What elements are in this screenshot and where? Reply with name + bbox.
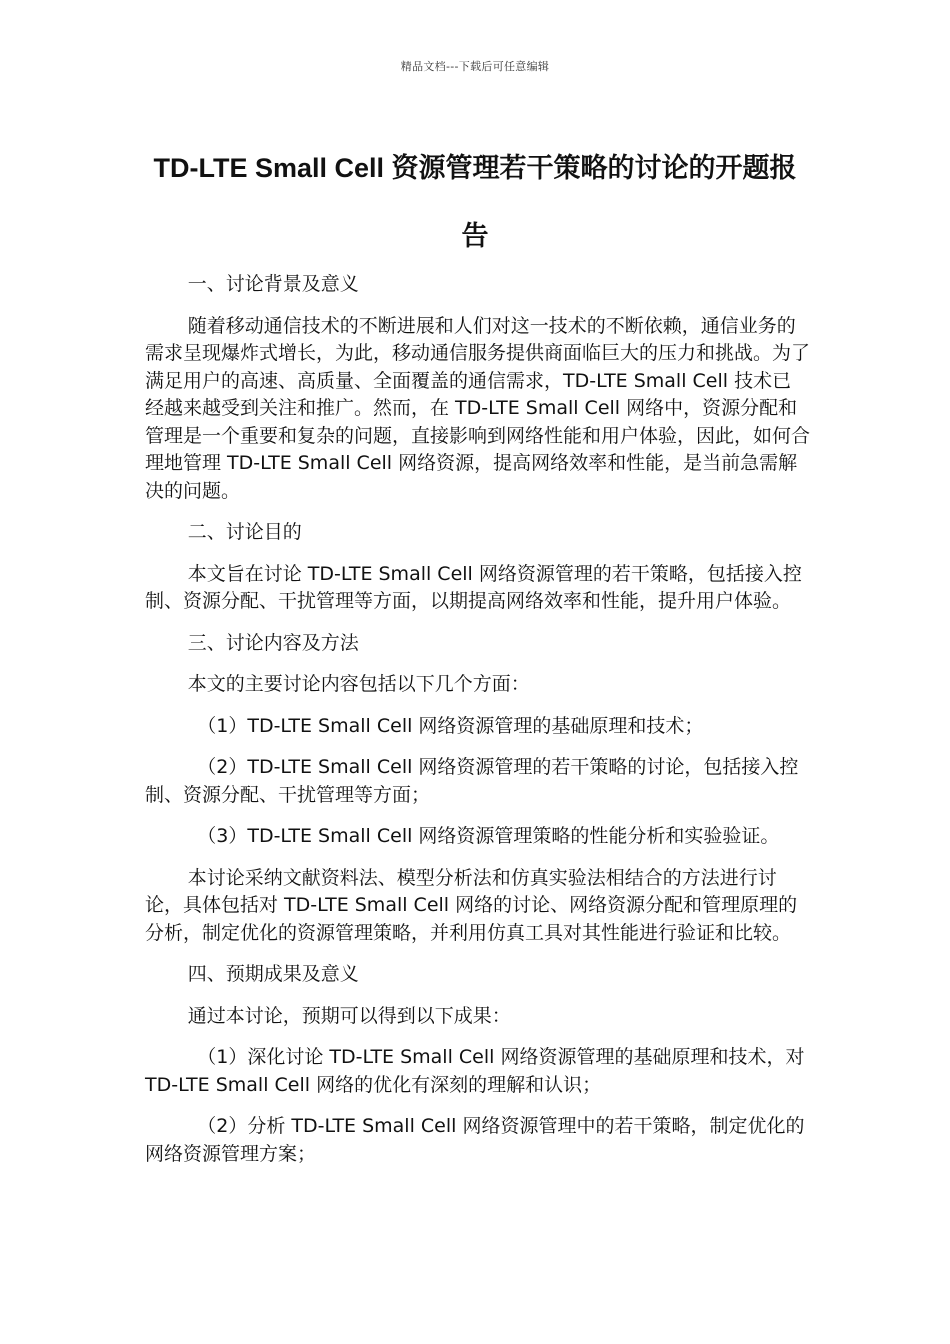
list-item: （1）TD-LTE Small Cell 网络资源管理的基础原理和技术； <box>197 714 704 737</box>
list-item: （2）分析 TD-LTE Small Cell 网络资源管理中的若干策略，制定优化的网络资源管理方案； <box>145 1115 805 1165</box>
document-body <box>145 271 810 1182</box>
section-heading-content: 三、讨论内容及方法 <box>187 631 359 654</box>
list-item: （3）TD-LTE Small Cell 网络资源管理策略的性能分析和实验验证。 <box>197 825 780 847</box>
section-heading-outcomes: 四、预期成果及意义 <box>187 963 359 985</box>
paragraph-outcomes-intro: 通过本讨论，预期可以得到以下成果： <box>187 1004 511 1027</box>
paragraph-methods: 本讨论采纳文献资料法、模型分析法和仿真实验法相结合的方法进行讨论，具体包括对 TD-LTE Small Cell 网络的讨论、网络资源分配和管理原理的分析，制定优化的资源管理策略，并利用仿真工具对其性能进行验证和比较。 <box>145 866 798 944</box>
document-title: TD-LTE Small Cell 资源管理若干策略的讨论的开题报告 <box>153 153 797 251</box>
section-heading-purpose: 二、讨论目的 <box>187 521 302 543</box>
list-item: （2）TD-LTE Small Cell 网络资源管理的若干策略的讨论，包括接入控制、资源分配、干扰管理等方面； <box>145 756 799 806</box>
paragraph-purpose: 本文旨在讨论 TD-LTE Small Cell 网络资源管理的若干策略，包括接入控制、资源分配、干扰管理等方面，以期提高网络效率和性能，提升用户体验。 <box>145 562 802 612</box>
section-heading-background: 一、讨论背景及意义 <box>187 273 359 295</box>
header-note: 精品文档---下载后可任意编辑 <box>400 60 550 73</box>
paragraph-content-intro: 本文的主要讨论内容包括以下几个方面： <box>187 673 530 695</box>
list-item: （1）深化讨论 TD-LTE Small Cell 网络资源管理的基础原理和技术，对 TD-LTE Small Cell 网络的优化有深刻的理解和认识； <box>145 1046 805 1096</box>
paragraph-background: 随着移动通信技术的不断进展和人们对这一技术的不断依赖，通信业务的需求呈现爆炸式增长，为此，移动通信服务提供商面临巨大的压力和挑战。为了满足用户的高速、高质量、全面覆盖的通信需求，TD-LTE Small Cell 技术已经越来越受到关注和推广。然而，在 TD-LTE Small Cell 网络中，资源分配和管理是一个重要和复杂的问题，直接影响到网络性能和用户体验，因此，如何合理地管理 TD-LTE Small Cell 网络资源，提高网络效率和性能，是当前急需解决的问题。 <box>145 314 811 502</box>
